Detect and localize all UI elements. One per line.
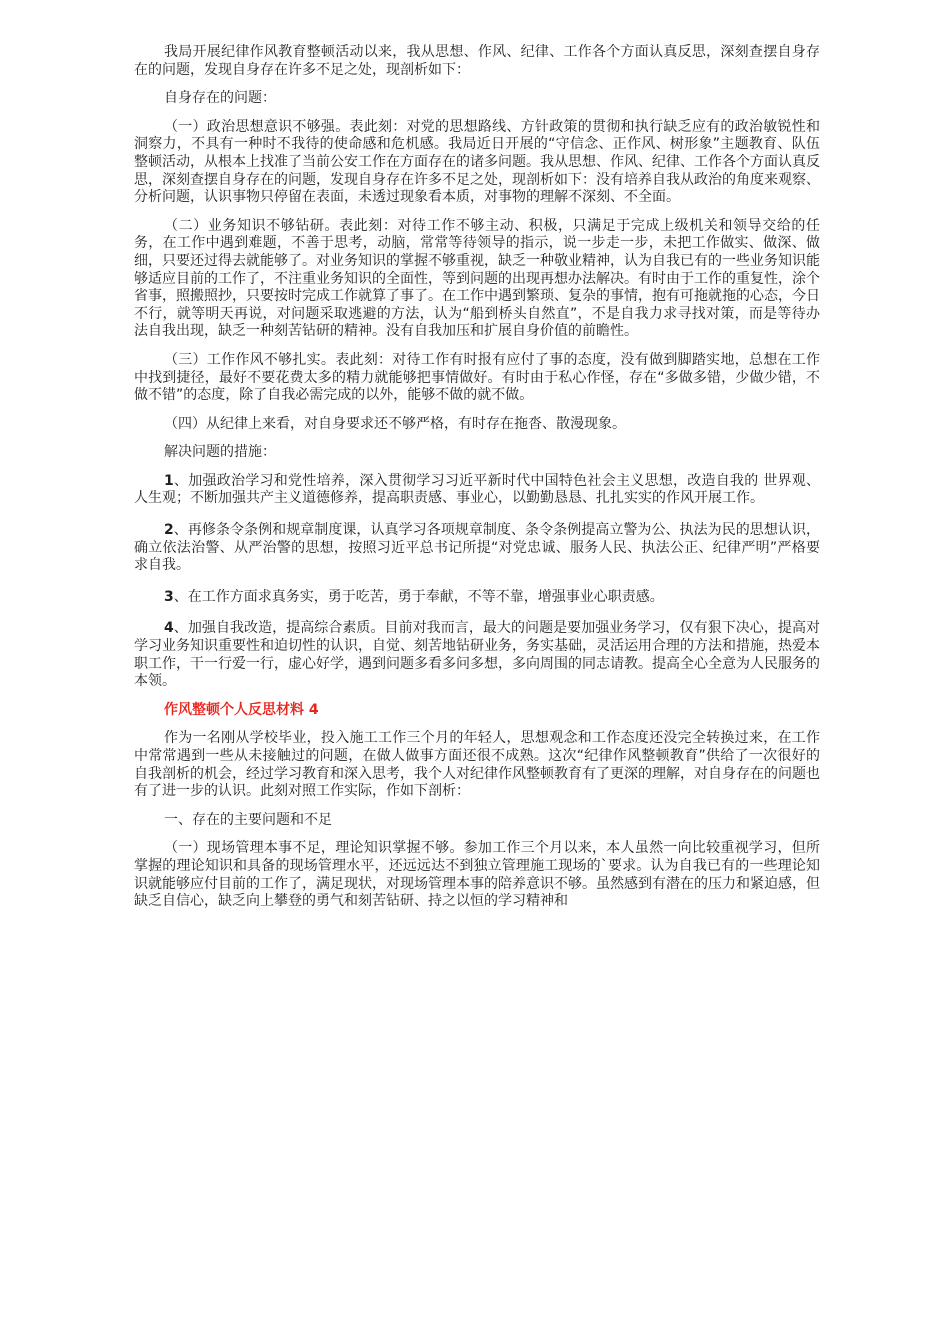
- reflection-intro-paragraph: 作为一名刚从学校毕业，投入施工工作三个月的年轻人，思想观念和工作态度还没完全转换过来，在工作中常常遇到一些从未接触过的问题，在做人做事方面还很不成熟。这次“纪律作风整顿教育”供给了一次很好的自我剖析的机会，经过学习教育和深入思考，我个人对纪律作风整顿教育有了更深的理解，对自身存在的问题也有了进一步的认识。此刻对照工作实际，作如下剖析：: [134, 730, 820, 800]
- measure-4-text: 、加强自我改造，提高综合素质。目前对我而言，最大的问题是要加强业务学习，仅有狠下决心，提高对学习业务知识重要性和迫切性的认识，自觉、刻苦地钻研业务，务实基础，灵活运用合理的方法和措施，热爱本职工作，干一行爱一行，虚心好学，遇到问题多看多问多想，多向周围的同志请教。提高全心全意为人民服务的本领。: [134, 620, 820, 690]
- document-page: [134, 44, 820, 911]
- measure-1-paragraph: [134, 473, 820, 508]
- problem-3-paragraph: （三）工作作风不够扎实。表此刻：对待工作有时报有应付了事的态度，没有做到脚踏实地，总想在工作中找到捷径，最好不要花费太多的精力就能够把事情做好。有时由于私心作怪，存在“多做多错，少做少错，不做不错”的态度，除了自我必需完成的以外，能够不做的就不做。: [134, 351, 820, 404]
- measure-1-text: 、加强政治学习和党性培养，深入贯彻学习习近平新时代中国特色社会主义思想，改造自我的 世界观、人生观；不断加强共产主义道德修养，提高职责感、事业心，以勤勤恳恳、扎扎实实的作风开展工作。: [134, 472, 820, 507]
- measure-2-paragraph: [134, 522, 820, 575]
- measure-4-paragraph: [134, 620, 820, 690]
- intro-paragraph: 我局开展纪律作风教育整顿活动以来，我从思想、作风、纪律、工作各个方面认真反思，深刻查摆自身存在的问题，发现自身存在许多不足之处，现剖析如下：: [134, 44, 820, 78]
- section-label-measures: 解决问题的措施：: [164, 444, 276, 461]
- measure-2-number: 2: [164, 522, 174, 539]
- measure-1-number: 1: [164, 472, 174, 489]
- section-label-problems: 自身存在的问题：: [164, 90, 276, 107]
- measure-3-paragraph: [134, 589, 820, 607]
- section-heading: 作风整顿个人反思材料 4: [164, 701, 319, 718]
- measure-2-text: 、再修条令条例和规章制度课，认真学习各项规章制度、条令条例提高立警为公、执法为民的思想认识，确立依法治警、从严治警的思想，按照习近平总书记所提“对党忠诚、服务人民、执法公正、纪律严明”严格要求自我。: [134, 522, 820, 574]
- reflection-problem-1-paragraph: （一）现场管理本事不足，理论知识掌握不够。参加工作三个月以来，本人虽然一向比较重视学习，但所掌握的理论知识和具备的现场管理水平，还远远达不到独立管理施工现场的`要求。认为自我已有的一些理论知识就能够应付目前的工作了，满足现状，对现场管理本事的陪养意识不够。虽然感到有潜在的压力和紧迫感，但缺乏自信心，缺乏向上攀登的勇气和刻苦钻研、持之以恒的学习精神和: [134, 840, 820, 910]
- measure-3-text: 、在工作方面求真务实，勇于吃苦，勇于奉献，不等不靠，增强事业心职责感。: [173, 588, 664, 605]
- problem-2-paragraph: （二）业务知识不够钻研。表此刻：对待工作不够主动、积极，只满足于完成上级机关和领导交给的任务，在工作中遇到难题，不善于思考，动脑，常常等待领导的指示，说一步走一步，未把工作做实、做深、做细，只要还过得去就能够了。对业务知识的掌握不够重视，缺乏一种敬业精神，认为自我已有的一些业务知识能够适应目前的工作了，不注重业务知识的全面性，等到问题的出现再想办法解决。有时由于工作的重复性，涂个省事，照搬照抄，只要按时完成工作就算了事了。在工作中遇到繁琐、复杂的事情，抱有可拖就拖的心态，今日不行，就等明天再说，对问题采取逃避的方法，认为“船到桥头自然直”，不是自我力求寻找对策，而是等待办法自我出现，缺乏一种刻苦钻研的精神。没有自我加压和扩展自身价值的前瞻性。: [134, 217, 820, 340]
- problem-4-paragraph: （四）从纪律上来看，对自身要求还不够严格，有时存在拖沓、散漫现象。: [164, 415, 626, 432]
- measure-4-number: 4: [164, 620, 174, 637]
- problem-1-paragraph: （一）政治思想意识不够强。表此刻：对党的思想路线、方针政策的贯彻和执行缺乏应有的政治敏锐性和洞察力，不具有一种时不我待的使命感和危机感。我局近日开展的“守信念、正作风、树形象”主题教育、队伍整顿活动，从根本上找准了当前公安工作在方面存在的诸多问题。我从思想、作风、纪律、工作各个方面认真反思，深刻查摆自身存在的问题，发现自身存在许多不足之处，现剖析如下：没有培养自我从政治的角度来观察、分析问题，认识事物只停留在表面，未透过现象看本质，对事物的理解不深刻、不全面。: [134, 118, 820, 206]
- section-label-main-problems: 一、存在的主要问题和不足: [164, 811, 332, 828]
- measure-3-number: 3: [164, 588, 174, 605]
